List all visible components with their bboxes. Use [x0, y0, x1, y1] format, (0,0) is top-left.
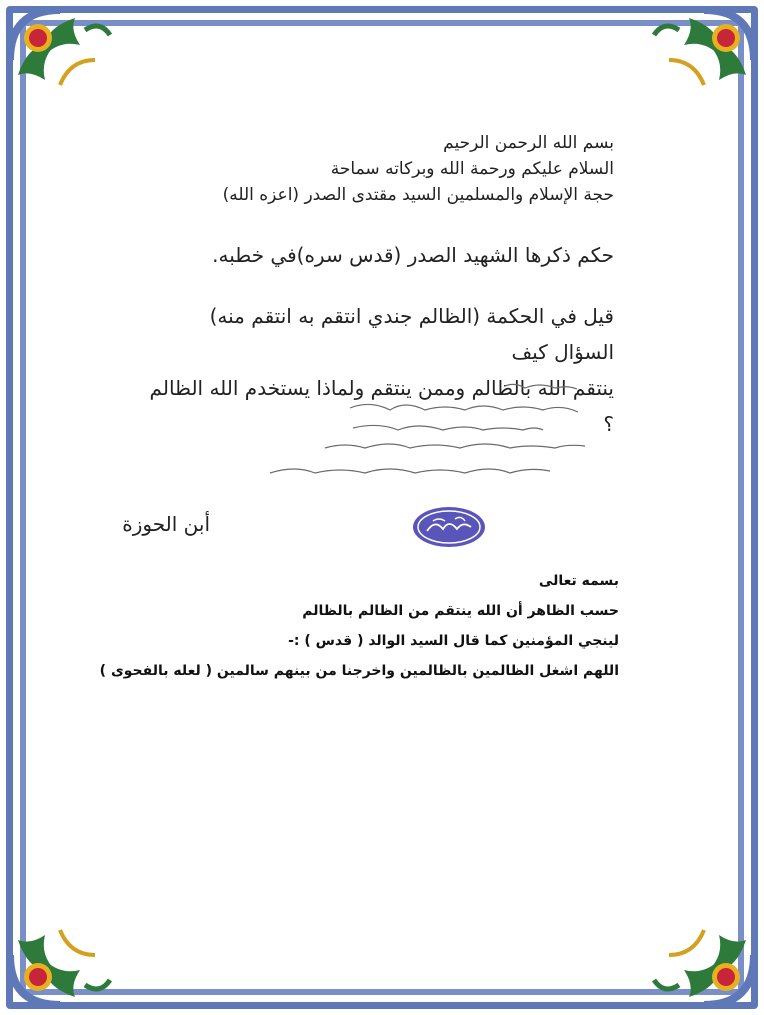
question-line: ينتقم الله بالظالم وممن ينتقم ولماذا يستخدم الله الظالم ؟ [149, 376, 614, 436]
corner-ornament-icon [0, 0, 120, 120]
answer-line: اللهم اشغل الظالمين بالظالمين واخرجنا من بينهم سالمين ( لعله بالفحوى ) [99, 663, 619, 679]
question-line: قيل في الحكمة (الظالم جندي انتقم به انتقم منه) السؤال كيف [209, 304, 614, 364]
basmala: بسم الله الرحمن الرحيم [443, 133, 614, 153]
question-title: حكم ذكرها الشهيد الصدر (قدس سره)في خطبه. [212, 243, 614, 267]
corner-ornament-icon [644, 0, 764, 120]
corner-ornament-icon [644, 895, 764, 1015]
letter-header [154, 130, 614, 208]
greeting: السلام عليكم ورحمة الله وبركاته سماحة [330, 159, 614, 179]
answer-block [99, 566, 619, 686]
addressee: حجة الإسلام والمسلمين السيد مقتدى الصدر (اعزه الله) [222, 185, 614, 205]
answer-heading: بسمه تعالى [538, 573, 619, 589]
corner-ornament-icon [0, 895, 120, 1015]
seal-stamp [411, 505, 487, 549]
answer-line: لينجي المؤمنين كما قال السيد الوالد ( قدس ) :- [288, 633, 619, 649]
handwritten-reply [265, 378, 620, 488]
sender-signature: أبن الحوزة [122, 512, 210, 536]
answer-line: حسب الظاهر أن الله ينتقم من الظالم بالظالم [302, 603, 619, 619]
